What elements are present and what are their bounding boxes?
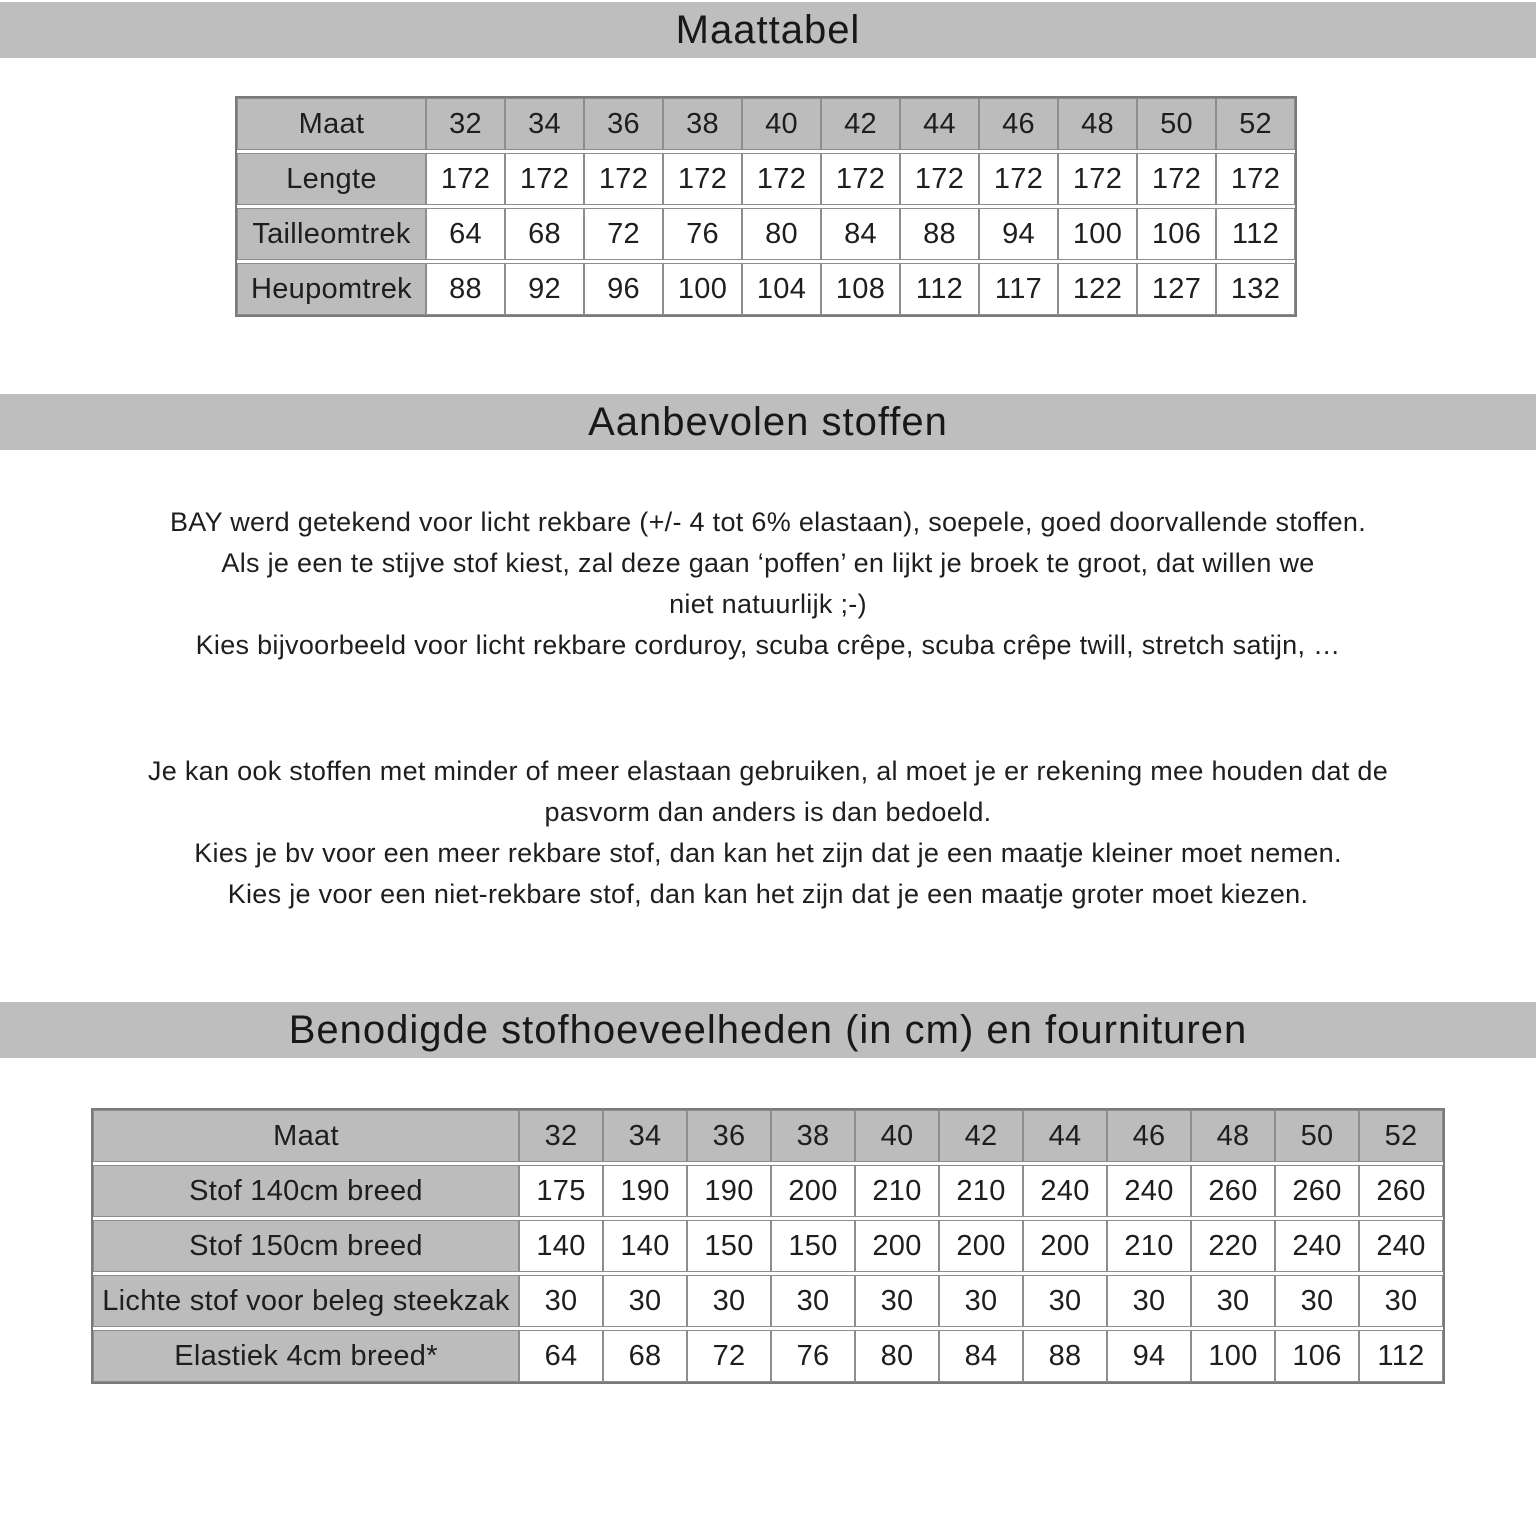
size-column-header: 32 bbox=[519, 1110, 603, 1162]
value-cell: 88 bbox=[426, 263, 505, 315]
value-cell: 106 bbox=[1275, 1330, 1359, 1382]
value-cell: 88 bbox=[1023, 1330, 1107, 1382]
size-column-header: 46 bbox=[979, 98, 1058, 150]
size-column-header: 52 bbox=[1359, 1110, 1443, 1162]
value-cell: 84 bbox=[821, 208, 900, 260]
text-line: Je kan ook stoffen met minder of meer elastaan gebruiken, al moet je er rekening mee houden dat de bbox=[147, 756, 1389, 786]
value-cell: 132 bbox=[1216, 263, 1295, 315]
value-cell: 200 bbox=[1023, 1220, 1107, 1272]
value-cell: 210 bbox=[855, 1165, 939, 1217]
value-cell: 200 bbox=[771, 1165, 855, 1217]
value-cell: 72 bbox=[687, 1330, 771, 1382]
size-column-header: 32 bbox=[426, 98, 505, 150]
value-cell: 140 bbox=[603, 1220, 687, 1272]
value-cell: 210 bbox=[939, 1165, 1023, 1217]
value-cell: 88 bbox=[900, 208, 979, 260]
value-cell: 210 bbox=[1107, 1220, 1191, 1272]
size-column-header: 42 bbox=[939, 1110, 1023, 1162]
size-column-header: 42 bbox=[821, 98, 900, 150]
size-column-header: 38 bbox=[663, 98, 742, 150]
value-cell: 260 bbox=[1359, 1165, 1443, 1217]
value-cell: 240 bbox=[1275, 1220, 1359, 1272]
row-label: Stof 150cm breed bbox=[93, 1220, 519, 1272]
value-cell: 84 bbox=[939, 1330, 1023, 1382]
value-cell: 172 bbox=[584, 153, 663, 205]
row-label: Lengte bbox=[237, 153, 426, 205]
table-row bbox=[93, 1275, 1443, 1327]
text-line: Kies je voor een niet-rekbare stof, dan kan het zijn dat je een maatje groter moet kiezen. bbox=[227, 879, 1309, 909]
value-cell: 122 bbox=[1058, 263, 1137, 315]
value-cell: 240 bbox=[1359, 1220, 1443, 1272]
data-table bbox=[93, 1108, 1443, 1384]
value-cell: 260 bbox=[1275, 1165, 1359, 1217]
section-title-maattabel: Maattabel bbox=[675, 7, 861, 52]
size-column-header: 40 bbox=[855, 1110, 939, 1162]
value-cell: 30 bbox=[771, 1275, 855, 1327]
size-column-header: 34 bbox=[505, 98, 584, 150]
value-cell: 30 bbox=[1191, 1275, 1275, 1327]
value-cell: 150 bbox=[771, 1220, 855, 1272]
value-cell: 260 bbox=[1191, 1165, 1275, 1217]
value-cell: 30 bbox=[519, 1275, 603, 1327]
value-cell: 64 bbox=[426, 208, 505, 260]
size-measurements-table bbox=[235, 96, 1297, 317]
value-cell: 64 bbox=[519, 1330, 603, 1382]
text-line: BAY werd getekend voor licht rekbare (+/- 4 tot 6% elastaan), soepele, goed doorvallende stoffen. bbox=[169, 507, 1367, 537]
text-line: Als je een te stijve stof kiest, zal deze gaan ‘poffen’ en lijkt je broek te groot, dat willen we bbox=[221, 548, 1315, 578]
value-cell: 30 bbox=[1107, 1275, 1191, 1327]
value-cell: 30 bbox=[1023, 1275, 1107, 1327]
header-row bbox=[237, 98, 1295, 150]
header-row bbox=[93, 1110, 1443, 1162]
table-row bbox=[237, 153, 1295, 205]
value-cell: 172 bbox=[505, 153, 584, 205]
size-column-header: 44 bbox=[900, 98, 979, 150]
text-line: pasvorm dan anders is dan bedoeld. bbox=[544, 797, 992, 827]
table-row bbox=[93, 1220, 1443, 1272]
value-cell: 30 bbox=[855, 1275, 939, 1327]
size-column-header: 40 bbox=[742, 98, 821, 150]
row-label: Lichte stof voor beleg steekzak bbox=[93, 1275, 519, 1327]
size-column-header: 36 bbox=[687, 1110, 771, 1162]
value-cell: 100 bbox=[663, 263, 742, 315]
value-cell: 150 bbox=[687, 1220, 771, 1272]
value-cell: 112 bbox=[1216, 208, 1295, 260]
value-cell: 72 bbox=[584, 208, 663, 260]
row-label: Tailleomtrek bbox=[237, 208, 426, 260]
elastane-advice-paragraph bbox=[0, 751, 1536, 915]
value-cell: 30 bbox=[1275, 1275, 1359, 1327]
size-column-header: 52 bbox=[1216, 98, 1295, 150]
section-header-benodigdheden bbox=[0, 1002, 1536, 1058]
value-cell: 172 bbox=[1137, 153, 1216, 205]
size-column-header: 50 bbox=[1275, 1110, 1359, 1162]
value-cell: 108 bbox=[821, 263, 900, 315]
size-column-header: 38 bbox=[771, 1110, 855, 1162]
fabric-advice-paragraph bbox=[0, 502, 1536, 666]
value-cell: 30 bbox=[603, 1275, 687, 1327]
section-header-maattabel bbox=[0, 2, 1536, 58]
value-cell: 30 bbox=[1359, 1275, 1443, 1327]
value-cell: 92 bbox=[505, 263, 584, 315]
value-cell: 112 bbox=[1359, 1330, 1443, 1382]
value-cell: 172 bbox=[900, 153, 979, 205]
value-cell: 200 bbox=[855, 1220, 939, 1272]
data-table bbox=[237, 96, 1295, 317]
size-column-header: 44 bbox=[1023, 1110, 1107, 1162]
text-line: Kies bijvoorbeeld voor licht rekbare corduroy, scuba crêpe, scuba crêpe twill, stretch satijn, … bbox=[195, 630, 1341, 660]
value-cell: 127 bbox=[1137, 263, 1216, 315]
size-column-header: 36 bbox=[584, 98, 663, 150]
value-cell: 104 bbox=[742, 263, 821, 315]
value-cell: 94 bbox=[979, 208, 1058, 260]
value-cell: 172 bbox=[663, 153, 742, 205]
value-cell: 76 bbox=[663, 208, 742, 260]
corner-label: Maat bbox=[237, 98, 426, 150]
value-cell: 220 bbox=[1191, 1220, 1275, 1272]
text-line: Kies je bv voor een meer rekbare stof, dan kan het zijn dat je een maatje kleiner moet nemen. bbox=[194, 838, 1342, 868]
value-cell: 117 bbox=[979, 263, 1058, 315]
value-cell: 172 bbox=[979, 153, 1058, 205]
value-cell: 30 bbox=[687, 1275, 771, 1327]
table-row bbox=[237, 263, 1295, 315]
value-cell: 100 bbox=[1058, 208, 1137, 260]
value-cell: 100 bbox=[1191, 1330, 1275, 1382]
section-header-stoffen bbox=[0, 394, 1536, 450]
size-column-header: 46 bbox=[1107, 1110, 1191, 1162]
value-cell: 140 bbox=[519, 1220, 603, 1272]
row-label: Stof 140cm breed bbox=[93, 1165, 519, 1217]
value-cell: 94 bbox=[1107, 1330, 1191, 1382]
corner-label: Maat bbox=[93, 1110, 519, 1162]
value-cell: 106 bbox=[1137, 208, 1216, 260]
value-cell: 112 bbox=[900, 263, 979, 315]
section-title-benodigdheden: Benodigde stofhoeveelheden (in cm) en fournituren bbox=[288, 1007, 1248, 1052]
value-cell: 80 bbox=[742, 208, 821, 260]
value-cell: 76 bbox=[771, 1330, 855, 1382]
value-cell: 240 bbox=[1107, 1165, 1191, 1217]
row-label: Elastiek 4cm breed* bbox=[93, 1330, 519, 1382]
fabric-requirements-table bbox=[91, 1108, 1445, 1384]
value-cell: 240 bbox=[1023, 1165, 1107, 1217]
value-cell: 68 bbox=[505, 208, 584, 260]
value-cell: 200 bbox=[939, 1220, 1023, 1272]
section-title-stoffen: Aanbevolen stoffen bbox=[588, 399, 948, 444]
value-cell: 68 bbox=[603, 1330, 687, 1382]
value-cell: 172 bbox=[426, 153, 505, 205]
size-column-header: 34 bbox=[603, 1110, 687, 1162]
table-row bbox=[93, 1165, 1443, 1217]
value-cell: 96 bbox=[584, 263, 663, 315]
text-line: niet natuurlijk ;-) bbox=[669, 589, 867, 619]
value-cell: 175 bbox=[519, 1165, 603, 1217]
value-cell: 172 bbox=[1216, 153, 1295, 205]
size-column-header: 50 bbox=[1137, 98, 1216, 150]
value-cell: 172 bbox=[1058, 153, 1137, 205]
value-cell: 172 bbox=[742, 153, 821, 205]
table-row bbox=[93, 1330, 1443, 1382]
value-cell: 190 bbox=[687, 1165, 771, 1217]
value-cell: 190 bbox=[603, 1165, 687, 1217]
size-column-header: 48 bbox=[1191, 1110, 1275, 1162]
value-cell: 30 bbox=[939, 1275, 1023, 1327]
value-cell: 80 bbox=[855, 1330, 939, 1382]
table-row bbox=[237, 208, 1295, 260]
row-label: Heupomtrek bbox=[237, 263, 426, 315]
value-cell: 172 bbox=[821, 153, 900, 205]
size-column-header: 48 bbox=[1058, 98, 1137, 150]
